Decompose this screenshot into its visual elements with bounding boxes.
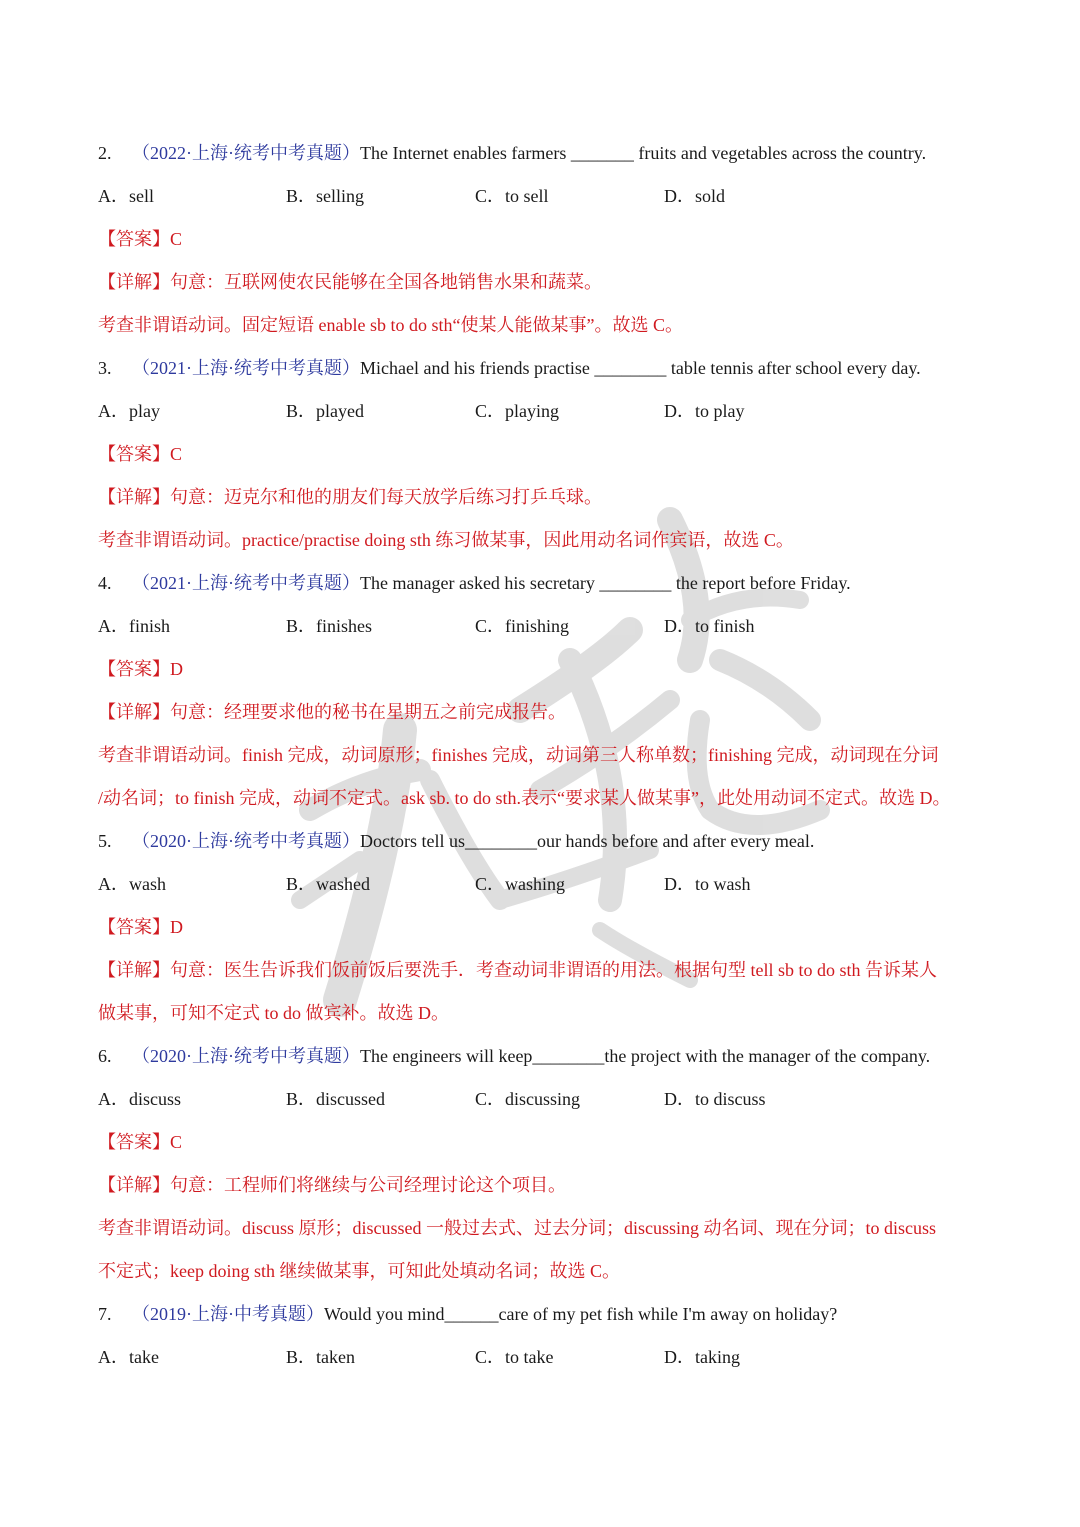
answer-line [98, 433, 998, 476]
answer-value: C [170, 1132, 183, 1152]
options-row [98, 605, 998, 648]
option-c: C．finishing [475, 616, 570, 636]
question-text: Michael and his friends practise ________ table tennis after school every day. [360, 358, 921, 378]
detail-tag: 【详解】 [98, 1175, 170, 1195]
option-a: A．wash [98, 874, 166, 894]
question-number: 6. [98, 1046, 112, 1066]
detail-text: 考查非谓语动词。practice/practise doing sth 练习做某事，因此用动名词作宾语，故选 C。 [98, 530, 794, 550]
question-text: The Internet enables farmers _______ fruits and vegetables across the country. [360, 143, 927, 163]
option-c: C．to sell [475, 186, 549, 206]
option-b: B．washed [286, 874, 370, 894]
answer-line [98, 648, 998, 691]
options-row [98, 863, 998, 906]
detail-line [98, 304, 998, 347]
detail-text: 句意：迈克尔和他的朋友们每天放学后练习打乒乓球。 [170, 487, 602, 507]
answer-tag: 【答案】 [98, 444, 170, 464]
options-row [98, 1078, 998, 1121]
question-text: Doctors tell us________our hands before and after every meal. [360, 831, 815, 851]
question-stem [98, 347, 998, 390]
option-a: A．finish [98, 616, 170, 636]
question-number: 2. [98, 143, 112, 163]
detail-line [98, 519, 998, 562]
answer-value: D [170, 659, 183, 679]
answer-line [98, 1121, 998, 1164]
question-source: （2022·上海·统考中考真题） [132, 143, 360, 163]
question-source: （2019·上海·中考真题） [132, 1304, 324, 1324]
answer-line [98, 906, 998, 949]
option-b: B．finishes [286, 616, 373, 636]
detail-line [98, 1250, 998, 1293]
question-number: 5. [98, 831, 112, 851]
option-a: A．take [98, 1347, 159, 1367]
detail-tag: 【详解】 [98, 487, 170, 507]
detail-text: 考查非谓语动词。discuss 原形；discussed 一般过去式、过去分词；discussing 动名词、现在分词；to discuss [98, 1218, 937, 1238]
option-d: D．to discuss [664, 1089, 766, 1109]
detail-text: /动名词；to finish 完成，动词不定式。ask sb. to do sth.表示“要求某人做某事”，此处用动词不定式。故选 D。 [98, 788, 951, 808]
detail-line [98, 476, 998, 519]
option-c: C．to take [475, 1347, 554, 1367]
answer-tag: 【答案】 [98, 917, 170, 937]
question-stem [98, 132, 998, 175]
question-stem [98, 820, 998, 863]
options-row [98, 390, 998, 433]
detail-text: 考查非谓语动词。固定短语 enable sb to do sth“使某人能做某事”。故选 C。 [98, 315, 683, 335]
question-number: 4. [98, 573, 112, 593]
question-source: （2020·上海·统考中考真题） [132, 1046, 360, 1066]
answer-tag: 【答案】 [98, 659, 170, 679]
detail-text: 不定式；keep doing sth 继续做某事，可知此处填动名词；故选 C。 [98, 1261, 620, 1281]
question-text: The engineers will keep________the project with the manager of the company. [360, 1046, 931, 1066]
option-a: A．play [98, 401, 160, 421]
detail-line [98, 777, 998, 820]
option-d: D．sold [664, 186, 726, 206]
option-d: D．to play [664, 401, 745, 421]
question-text: Would you mind______care of my pet fish while I'm away on holiday? [324, 1304, 838, 1324]
answer-tag: 【答案】 [98, 1132, 170, 1152]
detail-text: 考查非谓语动词。finish 完成，动词原形；finishes 完成，动词第三人称单数；finishing 完成，动词现在分词 [98, 745, 939, 765]
question-text: The manager asked his secretary ________ the report before Friday. [360, 573, 851, 593]
question-stem [98, 1293, 998, 1336]
question-source: （2020·上海·统考中考真题） [132, 831, 360, 851]
question-source: （2021·上海·统考中考真题） [132, 358, 360, 378]
question-source: （2021·上海·统考中考真题） [132, 573, 360, 593]
answer-tag: 【答案】 [98, 229, 170, 249]
option-b: B．selling [286, 186, 365, 206]
option-d: D．to finish [664, 616, 755, 636]
option-d: D．to wash [664, 874, 751, 894]
detail-text: 句意：经理要求他的秘书在星期五之前完成报告。 [170, 702, 566, 722]
question-number: 3. [98, 358, 112, 378]
question-stem [98, 1035, 998, 1078]
option-b: B．taken [286, 1347, 355, 1367]
detail-text: 做某事，可知不定式 to do 做宾补。故选 D。 [98, 1003, 449, 1023]
answer-line [98, 218, 998, 261]
options-row [98, 1336, 998, 1379]
detail-line [98, 992, 998, 1035]
detail-line [98, 691, 998, 734]
option-c: C．discussing [475, 1089, 581, 1109]
detail-line [98, 949, 998, 992]
detail-tag: 【详解】 [98, 272, 170, 292]
detail-line [98, 1164, 998, 1207]
option-a: A．discuss [98, 1089, 182, 1109]
detail-text: 句意：互联网使农民能够在全国各地销售水果和蔬菜。 [170, 272, 602, 292]
detail-line [98, 261, 998, 304]
detail-tag: 【详解】 [98, 960, 170, 980]
answer-value: C [170, 229, 183, 249]
question-list [98, 132, 998, 1379]
option-b: B．played [286, 401, 364, 421]
detail-text: 句意：工程师们将继续与公司经理讨论这个项目。 [170, 1175, 566, 1195]
option-d: D．taking [664, 1347, 740, 1367]
detail-text: 句意：医生告诉我们饭前饭后要洗手．考查动词非谓语的用法。根据句型 tell sb to do sth 告诉某人 [170, 960, 938, 980]
option-b: B．discussed [286, 1089, 385, 1109]
detail-tag: 【详解】 [98, 702, 170, 722]
option-c: C．washing [475, 874, 565, 894]
answer-value: D [170, 917, 183, 937]
detail-line [98, 1207, 998, 1250]
question-stem [98, 562, 998, 605]
option-c: C．playing [475, 401, 559, 421]
options-row [98, 175, 998, 218]
detail-line [98, 734, 998, 777]
question-number: 7. [98, 1304, 112, 1324]
answer-value: C [170, 444, 183, 464]
option-a: A．sell [98, 186, 154, 206]
